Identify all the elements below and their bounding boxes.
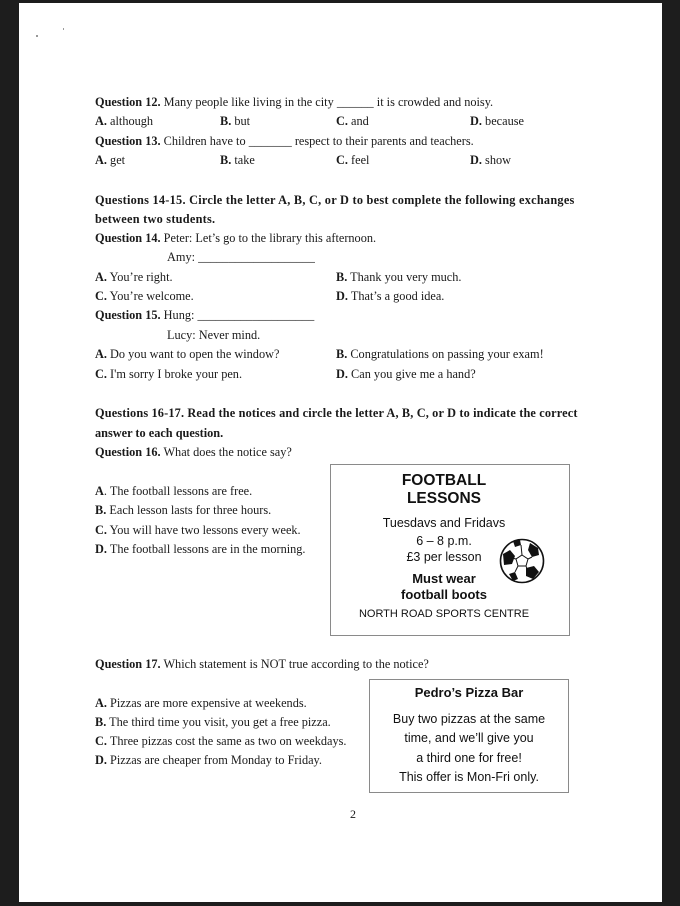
notice-must-wear: Must wear bbox=[412, 571, 476, 586]
q16-option-d[interactable]: D. The football lessons are in the morning. bbox=[95, 542, 306, 556]
question-text: Peter: Let’s go to the library this afternoon. bbox=[160, 231, 377, 245]
pizza-notice-line2: time, and we’ll give you bbox=[404, 731, 534, 745]
question-label: Question 12. bbox=[95, 95, 161, 109]
q15-option-a[interactable]: A. Do you want to open the window? bbox=[95, 347, 280, 361]
q17-option-a[interactable]: A. Pizzas are more expensive at weekends. bbox=[95, 696, 307, 710]
q15-reply-line: Lucy: Never mind. bbox=[167, 328, 261, 342]
q13-option-c[interactable]: C. feel bbox=[336, 153, 370, 167]
question-15 bbox=[95, 308, 314, 323]
q13-option-b[interactable]: B. take bbox=[220, 153, 255, 167]
question-17 bbox=[95, 657, 429, 672]
pizza-notice-line4: This offer is Mon-Fri only. bbox=[399, 770, 539, 784]
q17-option-b[interactable]: B. The third time you visit, you get a free pizza. bbox=[95, 715, 331, 729]
q17-option-c[interactable]: C. Three pizzas cost the same as two on weekdays. bbox=[95, 734, 347, 748]
section-16-17-instructions: Questions 16-17. Read the notices and circle the letter A, B, C, or D to indicate the correct bbox=[95, 406, 578, 420]
pizza-notice-line3: a third one for free! bbox=[416, 751, 522, 765]
q12-option-b[interactable]: B. but bbox=[220, 114, 251, 128]
question-text: Children have to _______ respect to their parents and teachers. bbox=[160, 134, 474, 148]
q16-option-b[interactable]: B. Each lesson lasts for three hours. bbox=[95, 503, 272, 517]
question-label: Question 16. bbox=[95, 445, 161, 459]
q13-option-a[interactable]: A. get bbox=[95, 153, 126, 167]
q14-option-b[interactable]: B. Thank you very much. bbox=[336, 270, 462, 284]
question-text: Hung: ___________________ bbox=[160, 308, 315, 322]
q14-option-c[interactable]: C. You’re welcome. bbox=[95, 289, 194, 303]
notice-time: 6 – 8 p.m. bbox=[416, 534, 472, 548]
pizza-notice bbox=[369, 679, 569, 793]
q14-option-d[interactable]: D. That’s a good idea. bbox=[336, 289, 445, 303]
football-icon bbox=[499, 538, 545, 584]
question-14 bbox=[95, 231, 376, 246]
question-text: Which statement is NOT true according to the notice? bbox=[160, 657, 429, 671]
q14-option-a[interactable]: A. You’re right. bbox=[95, 270, 173, 284]
question-label: Question 14. bbox=[95, 231, 161, 245]
q12-option-a[interactable]: A. although bbox=[95, 114, 154, 128]
q16-option-c[interactable]: C. You will have two lessons every week. bbox=[95, 523, 301, 537]
q14-reply-line: Amy: ___________________ bbox=[167, 250, 315, 264]
q17-option-d[interactable]: D. Pizzas are cheaper from Monday to Friday. bbox=[95, 753, 322, 767]
section-14-15-instructions-cont: between two students. bbox=[95, 212, 216, 226]
football-notice bbox=[330, 464, 570, 636]
notice-boots: football boots bbox=[401, 587, 487, 602]
question-text: What does the notice say? bbox=[160, 445, 292, 459]
question-label: Question 15. bbox=[95, 308, 161, 322]
q12-option-c[interactable]: C. and bbox=[336, 114, 369, 128]
page-number: 2 bbox=[350, 807, 356, 821]
q15-option-b[interactable]: B. Congratulations on passing your exam! bbox=[336, 347, 544, 361]
notice-venue: NORTH ROAD SPORTS CENTRE bbox=[358, 608, 530, 620]
question-label: Question 17. bbox=[95, 657, 161, 671]
question-16 bbox=[95, 445, 292, 460]
notice-title-line2: LESSONS bbox=[406, 490, 482, 507]
pizza-notice-line1: Buy two pizzas at the same bbox=[392, 712, 546, 726]
exam-page bbox=[19, 3, 662, 902]
question-text: Many people like living in the city ______ it is crowded and noisy. bbox=[160, 95, 494, 109]
section-16-17-instructions-cont: answer to each question. bbox=[95, 426, 224, 440]
question-13 bbox=[95, 134, 474, 149]
question-label: Question 13. bbox=[95, 134, 161, 148]
scan-speck bbox=[63, 28, 64, 30]
section-14-15-instructions: Questions 14-15. Circle the letter A, B, C, or D to best complete the following exchanges bbox=[95, 193, 575, 207]
question-12 bbox=[95, 95, 493, 110]
q13-option-d[interactable]: D. show bbox=[470, 153, 512, 167]
q16-option-a[interactable]: A. The football lessons are free. bbox=[95, 484, 253, 498]
notice-title-line1: FOOTBALL bbox=[401, 472, 487, 489]
q15-option-d[interactable]: D. Can you give me a hand? bbox=[336, 367, 476, 381]
notice-price: £3 per lesson bbox=[406, 550, 482, 564]
pizza-notice-title: Pedro’s Pizza Bar bbox=[414, 685, 524, 700]
scan-speck bbox=[36, 35, 38, 37]
q12-option-d[interactable]: D. because bbox=[470, 114, 524, 128]
notice-days: Tuesdavs and Fridavs bbox=[382, 516, 506, 530]
q15-option-c[interactable]: C. I'm sorry I broke your pen. bbox=[95, 367, 243, 381]
